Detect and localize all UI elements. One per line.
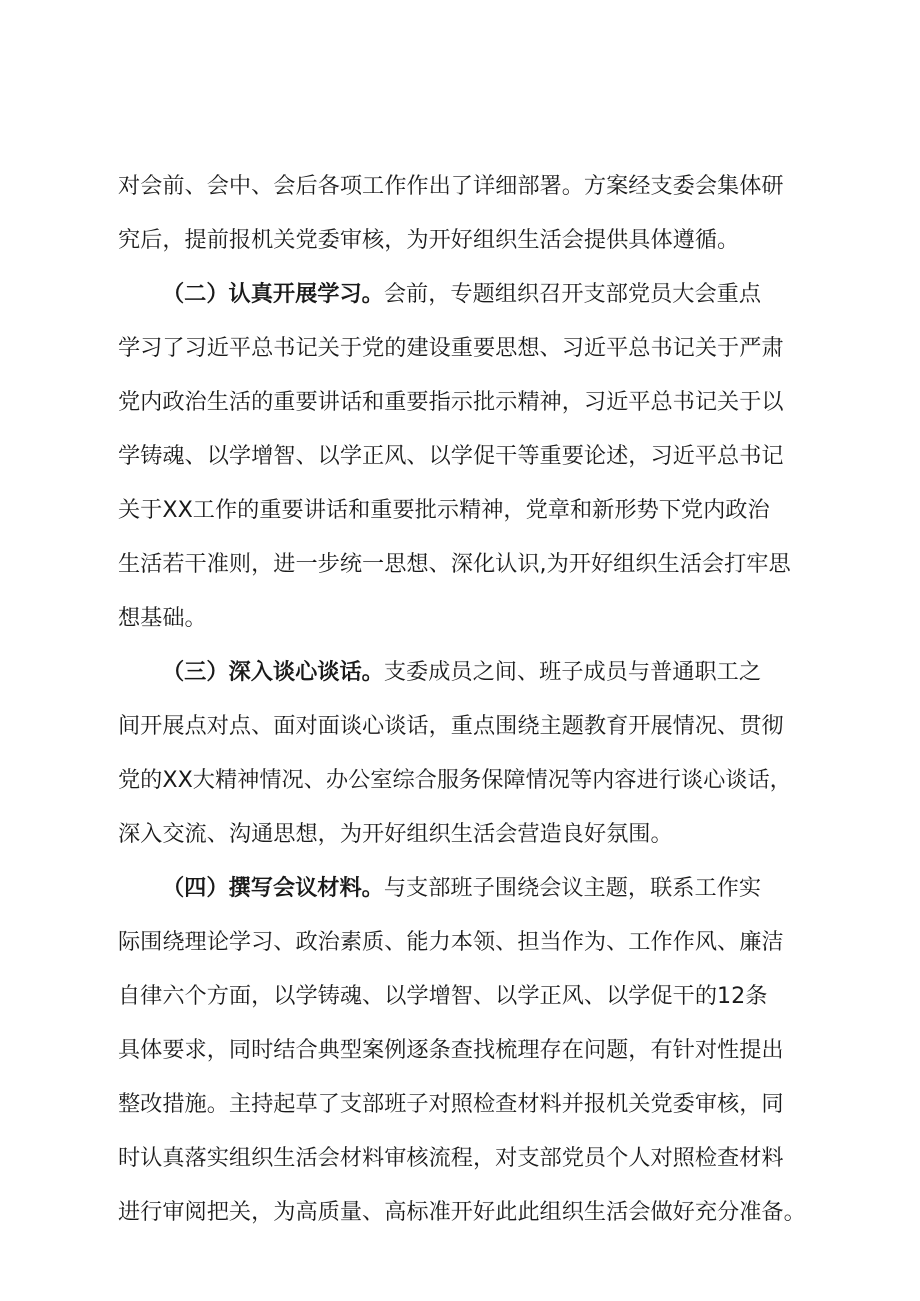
text-line: 支委成员之间、班子成员与普通职工之 [383,659,762,685]
text-line: 党内政治生活的重要讲话和重要指示批示精神，习近平总书记关于以 [118,389,784,415]
text-line: 对会前、会中、会后各项工作作出了详细部署。方案经支委会集体研 [118,173,784,199]
paragraph-3-line-2 [0,705,920,747]
text-line: 学铸魂、以学增智、以学正风、以学促干等重要论述，习近平总书记 [118,443,784,469]
paragraph-4-line-2 [0,921,920,963]
paragraph-4-line-4 [0,1029,920,1071]
text-line: 进行审阅把关，为高质量、高标准开好此此组织生活会做好充分准备。 [118,1199,806,1225]
section-heading: （四）撰写会议材料。 [162,875,384,901]
text-line: 究后，提前报机关党委审核，为开好组织生活会提供具体遵循。 [118,227,740,253]
text-line: 学习了习近平总书记关于党的建设重要思想、习近平总书记关于严肃 [118,335,784,361]
text-line: 会前，专题组织召开支部党员大会重点 [383,281,762,307]
text-line: 关于XX工作的重要讲话和重要批示精神，党章和新形势下党内政治 [118,497,770,523]
section-heading: （三）深入谈心谈话。 [162,659,384,685]
paragraph-2-line-1 [0,273,920,315]
text-line: 党的XX大精神情况、办公室综合服务保障情况等内容进行谈心谈话， [118,767,792,793]
text-line: 生活若干准则，进一步统一思想、深化认识,为开好组织生活会打牢思 [118,551,791,577]
paragraph-4-line-6 [0,1137,920,1179]
paragraph-1-line-1 [0,165,920,207]
paragraph-3-line-1 [0,651,920,693]
paragraph-4-line-7 [0,1191,920,1233]
paragraph-3-line-4 [0,813,920,855]
paragraph-2-line-7 [0,597,920,639]
text-line: 时认真落实组织生活会材料审核流程，对支部党员个人对照检查材料 [118,1145,784,1171]
paragraph-3-line-3 [0,759,920,801]
paragraph-4-line-3 [0,975,920,1017]
paragraph-1-line-2 [0,219,920,261]
paragraph-2-line-5 [0,489,920,531]
paragraph-2-line-4 [0,435,920,477]
paragraph-2-line-6 [0,543,920,585]
text-line: 自律六个方面，以学铸魂、以学增智、以学正风、以学促干的12条 [118,983,768,1009]
paragraph-4-line-5 [0,1083,920,1125]
text-line: 具体要求，同时结合典型案例逐条查找梳理存在问题，有针对性提出 [118,1037,784,1063]
paragraph-2-line-2 [0,327,920,369]
paragraph-4-line-1 [0,867,920,909]
text-line: 际围绕理论学习、政治素质、能力本领、担当作为、工作作风、廉洁 [118,929,784,955]
text-line: 想基础。 [118,605,207,631]
text-line: 与支部班子围绕会议主题，联系工作实 [383,875,762,901]
paragraph-2-line-3 [0,381,920,423]
text-line: 间开展点对点、面对面谈心谈话，重点围绕主题教育开展情况、贯彻 [118,713,784,739]
text-line: 整改措施。主持起草了支部班子对照检查材料并报机关党委审核，同 [118,1091,784,1117]
section-heading: （二）认真开展学习。 [162,281,384,307]
text-line: 深入交流、沟通思想，为开好组织生活会营造良好氛围。 [118,821,673,847]
